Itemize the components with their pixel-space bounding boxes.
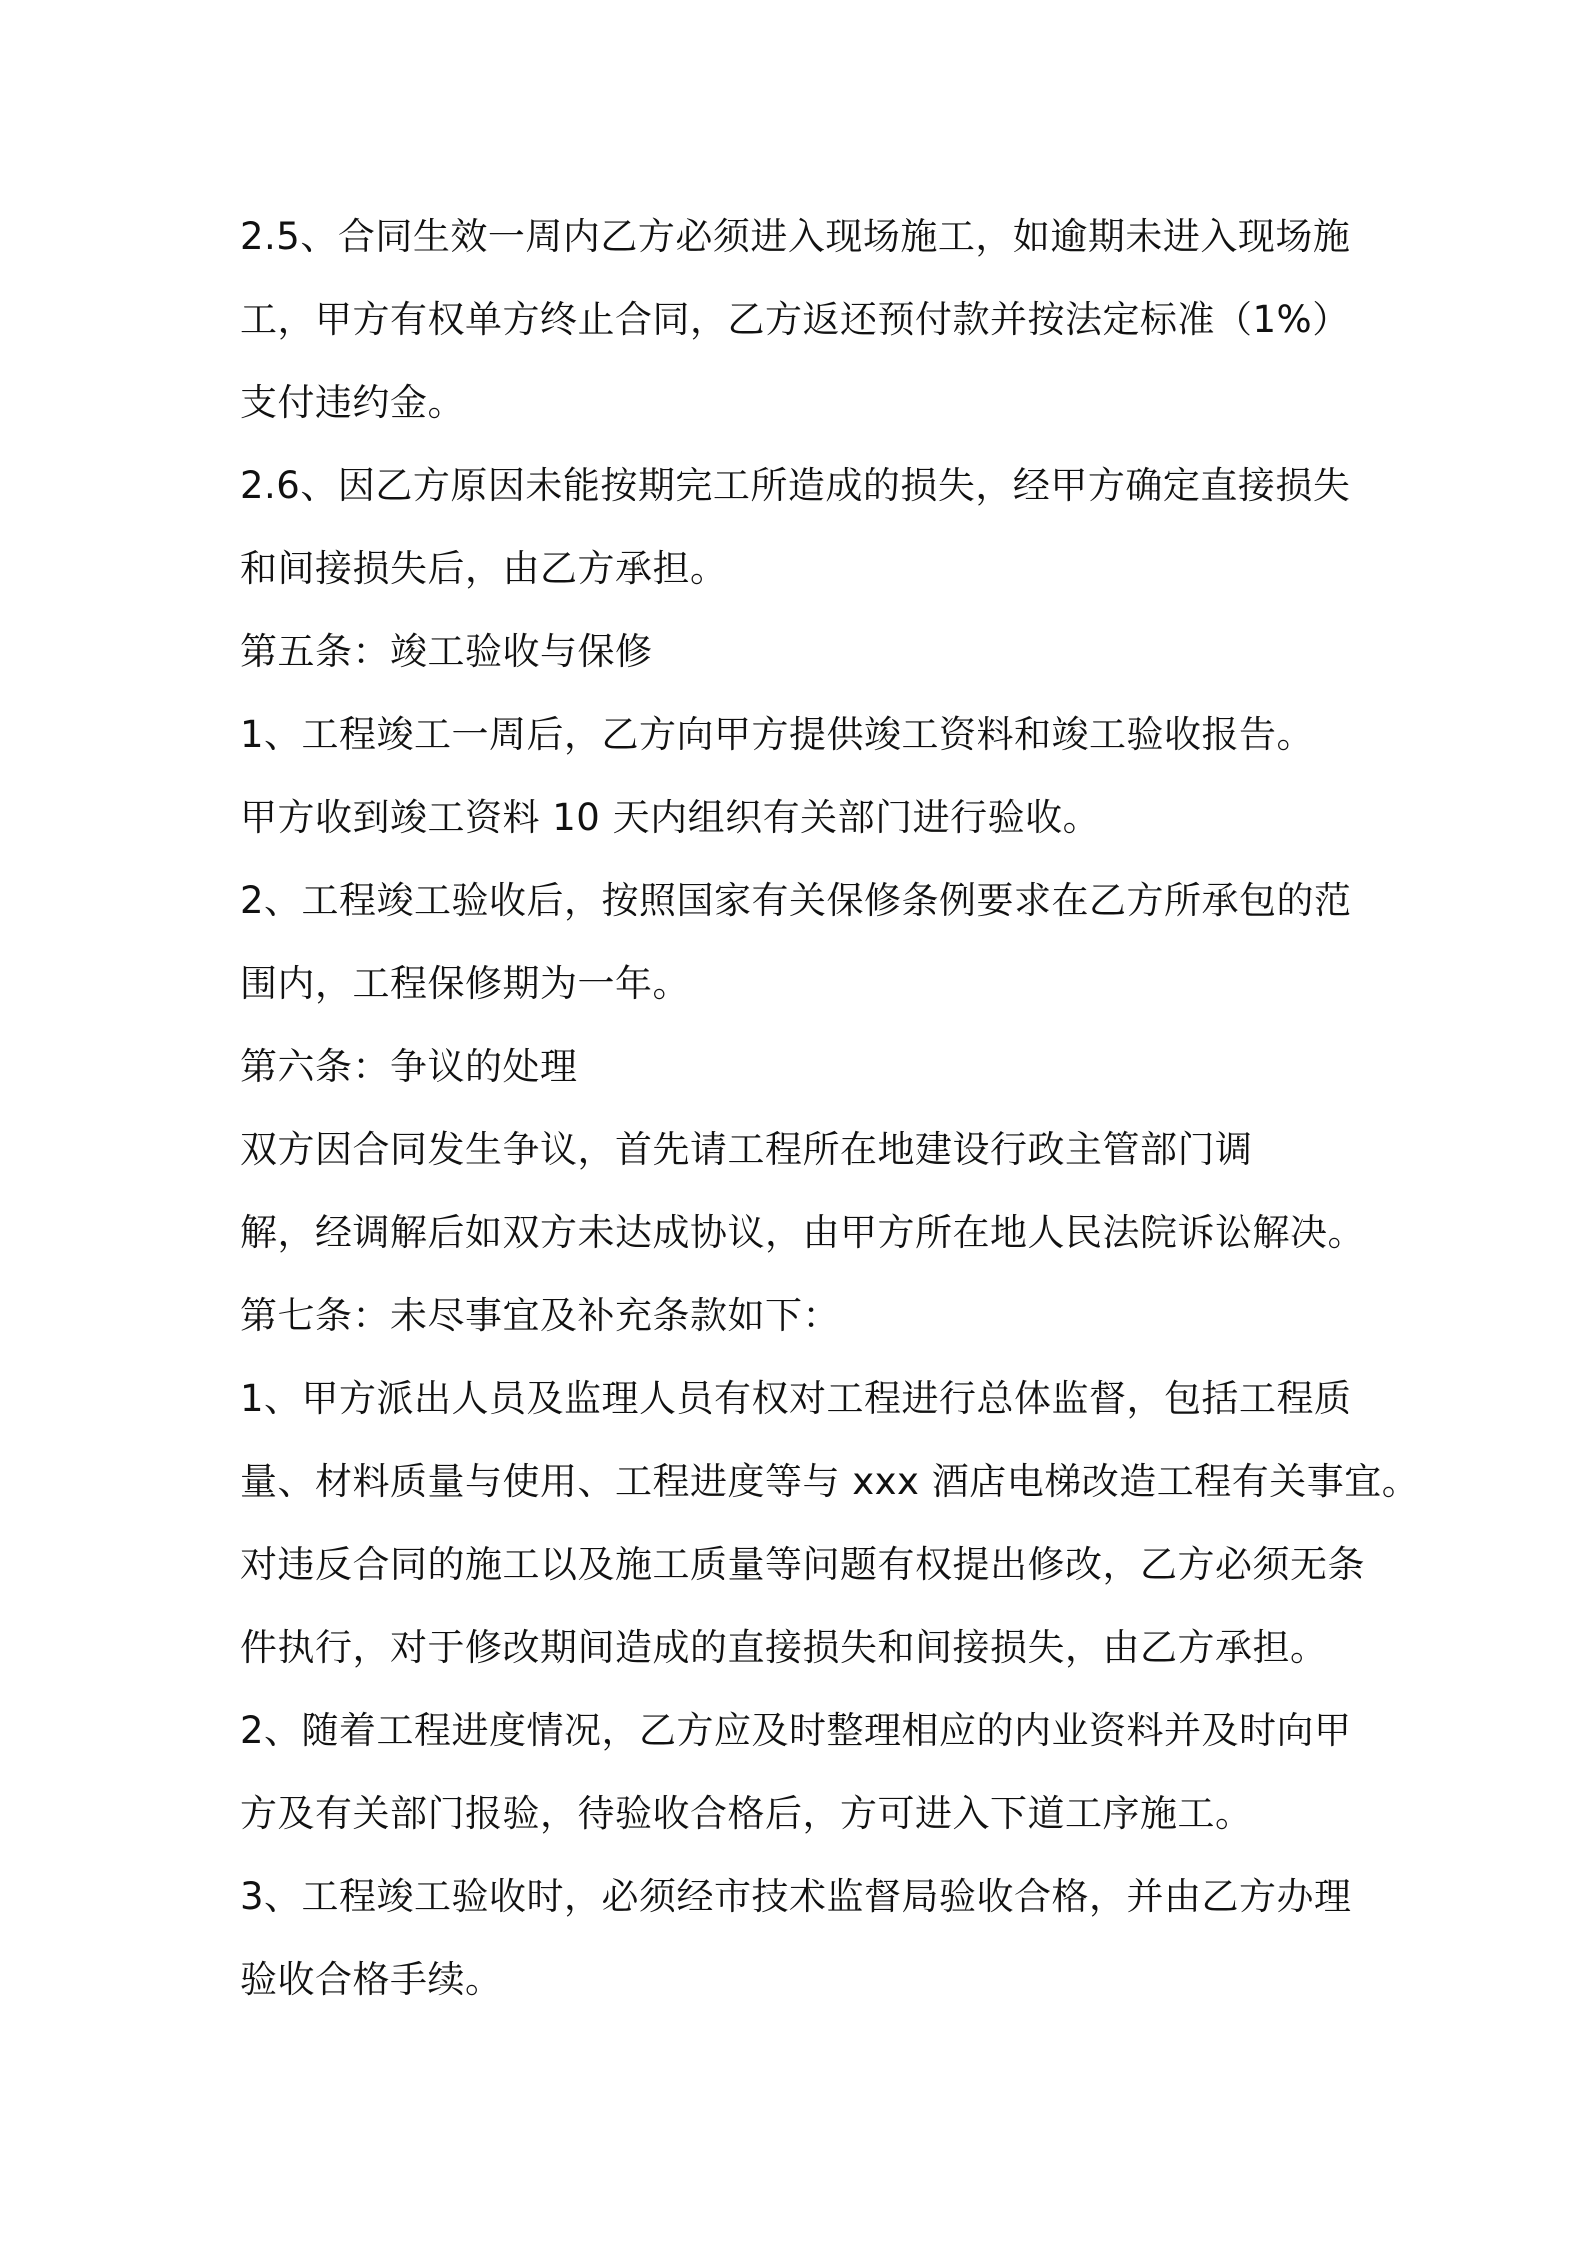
article-5-heading: 第五条：竣工验收与保修 — [240, 630, 653, 673]
article-7-item-2-line-1: 2、随着工程进度情况，乙方应及时整理相应的内业资料并及时向甲 — [240, 1709, 1352, 1752]
article-7-item-2-line-2: 方及有关部门报验，待验收合格后，方可进入下道工序施工。 — [240, 1792, 1253, 1835]
article-7-item-1-line-4: 件执行，对于修改期间造成的直接损失和间接损失，由乙方承担。 — [240, 1626, 1328, 1669]
article-6-body-line-1: 双方因合同发生争议，首先请工程所在地建设行政主管部门调 — [240, 1128, 1253, 1171]
clause-2-5-line-1: 2.5、合同生效一周内乙方必须进入现场施工，如逾期未进入现场施 — [240, 215, 1351, 258]
article-6-heading: 第六条：争议的处理 — [240, 1045, 578, 1088]
article-6-body-line-2: 解，经调解后如双方未达成协议，由甲方所在地人民法院诉讼解决。 — [240, 1211, 1365, 1254]
article-7-heading: 第七条：未尽事宜及补充条款如下： — [240, 1294, 840, 1337]
clause-2-5-line-3: 支付违约金。 — [240, 381, 465, 424]
article-7-item-3-line-1: 3、工程竣工验收时，必须经市技术监督局验收合格，并由乙方办理 — [240, 1875, 1352, 1918]
article-5-item-1-line-1: 1、工程竣工一周后，乙方向甲方提供竣工资料和竣工验收报告。 — [240, 713, 1315, 756]
clause-2-5-line-2: 工，甲方有权单方终止合同，乙方返还预付款并按法定标准（1%） — [240, 298, 1350, 341]
article-7-item-1-line-1: 1、甲方派出人员及监理人员有权对工程进行总体监督，包括工程质 — [240, 1377, 1352, 1420]
clause-2-6-line-1: 2.6、因乙方原因未能按期完工所造成的损失，经甲方确定直接损失 — [240, 464, 1351, 507]
article-7-item-1-line-2: 量、材料质量与使用、工程进度等与 xxx 酒店电梯改造工程有关事宜。 — [240, 1460, 1420, 1503]
article-7-item-3-line-2: 验收合格手续。 — [240, 1958, 503, 2001]
article-7-item-1-line-3: 对违反合同的施工以及施工质量等问题有权提出修改，乙方必须无条 — [240, 1543, 1365, 1586]
article-5-item-2-line-2: 围内，工程保修期为一年。 — [240, 962, 690, 1005]
clause-2-6-line-2: 和间接损失后，由乙方承担。 — [240, 547, 728, 590]
article-5-item-1-line-2: 甲方收到竣工资料 10 天内组织有关部门进行验收。 — [240, 796, 1101, 839]
document-body — [240, 195, 1420, 2021]
article-5-item-2-line-1: 2、工程竣工验收后，按照国家有关保修条例要求在乙方所承包的范 — [240, 879, 1352, 922]
